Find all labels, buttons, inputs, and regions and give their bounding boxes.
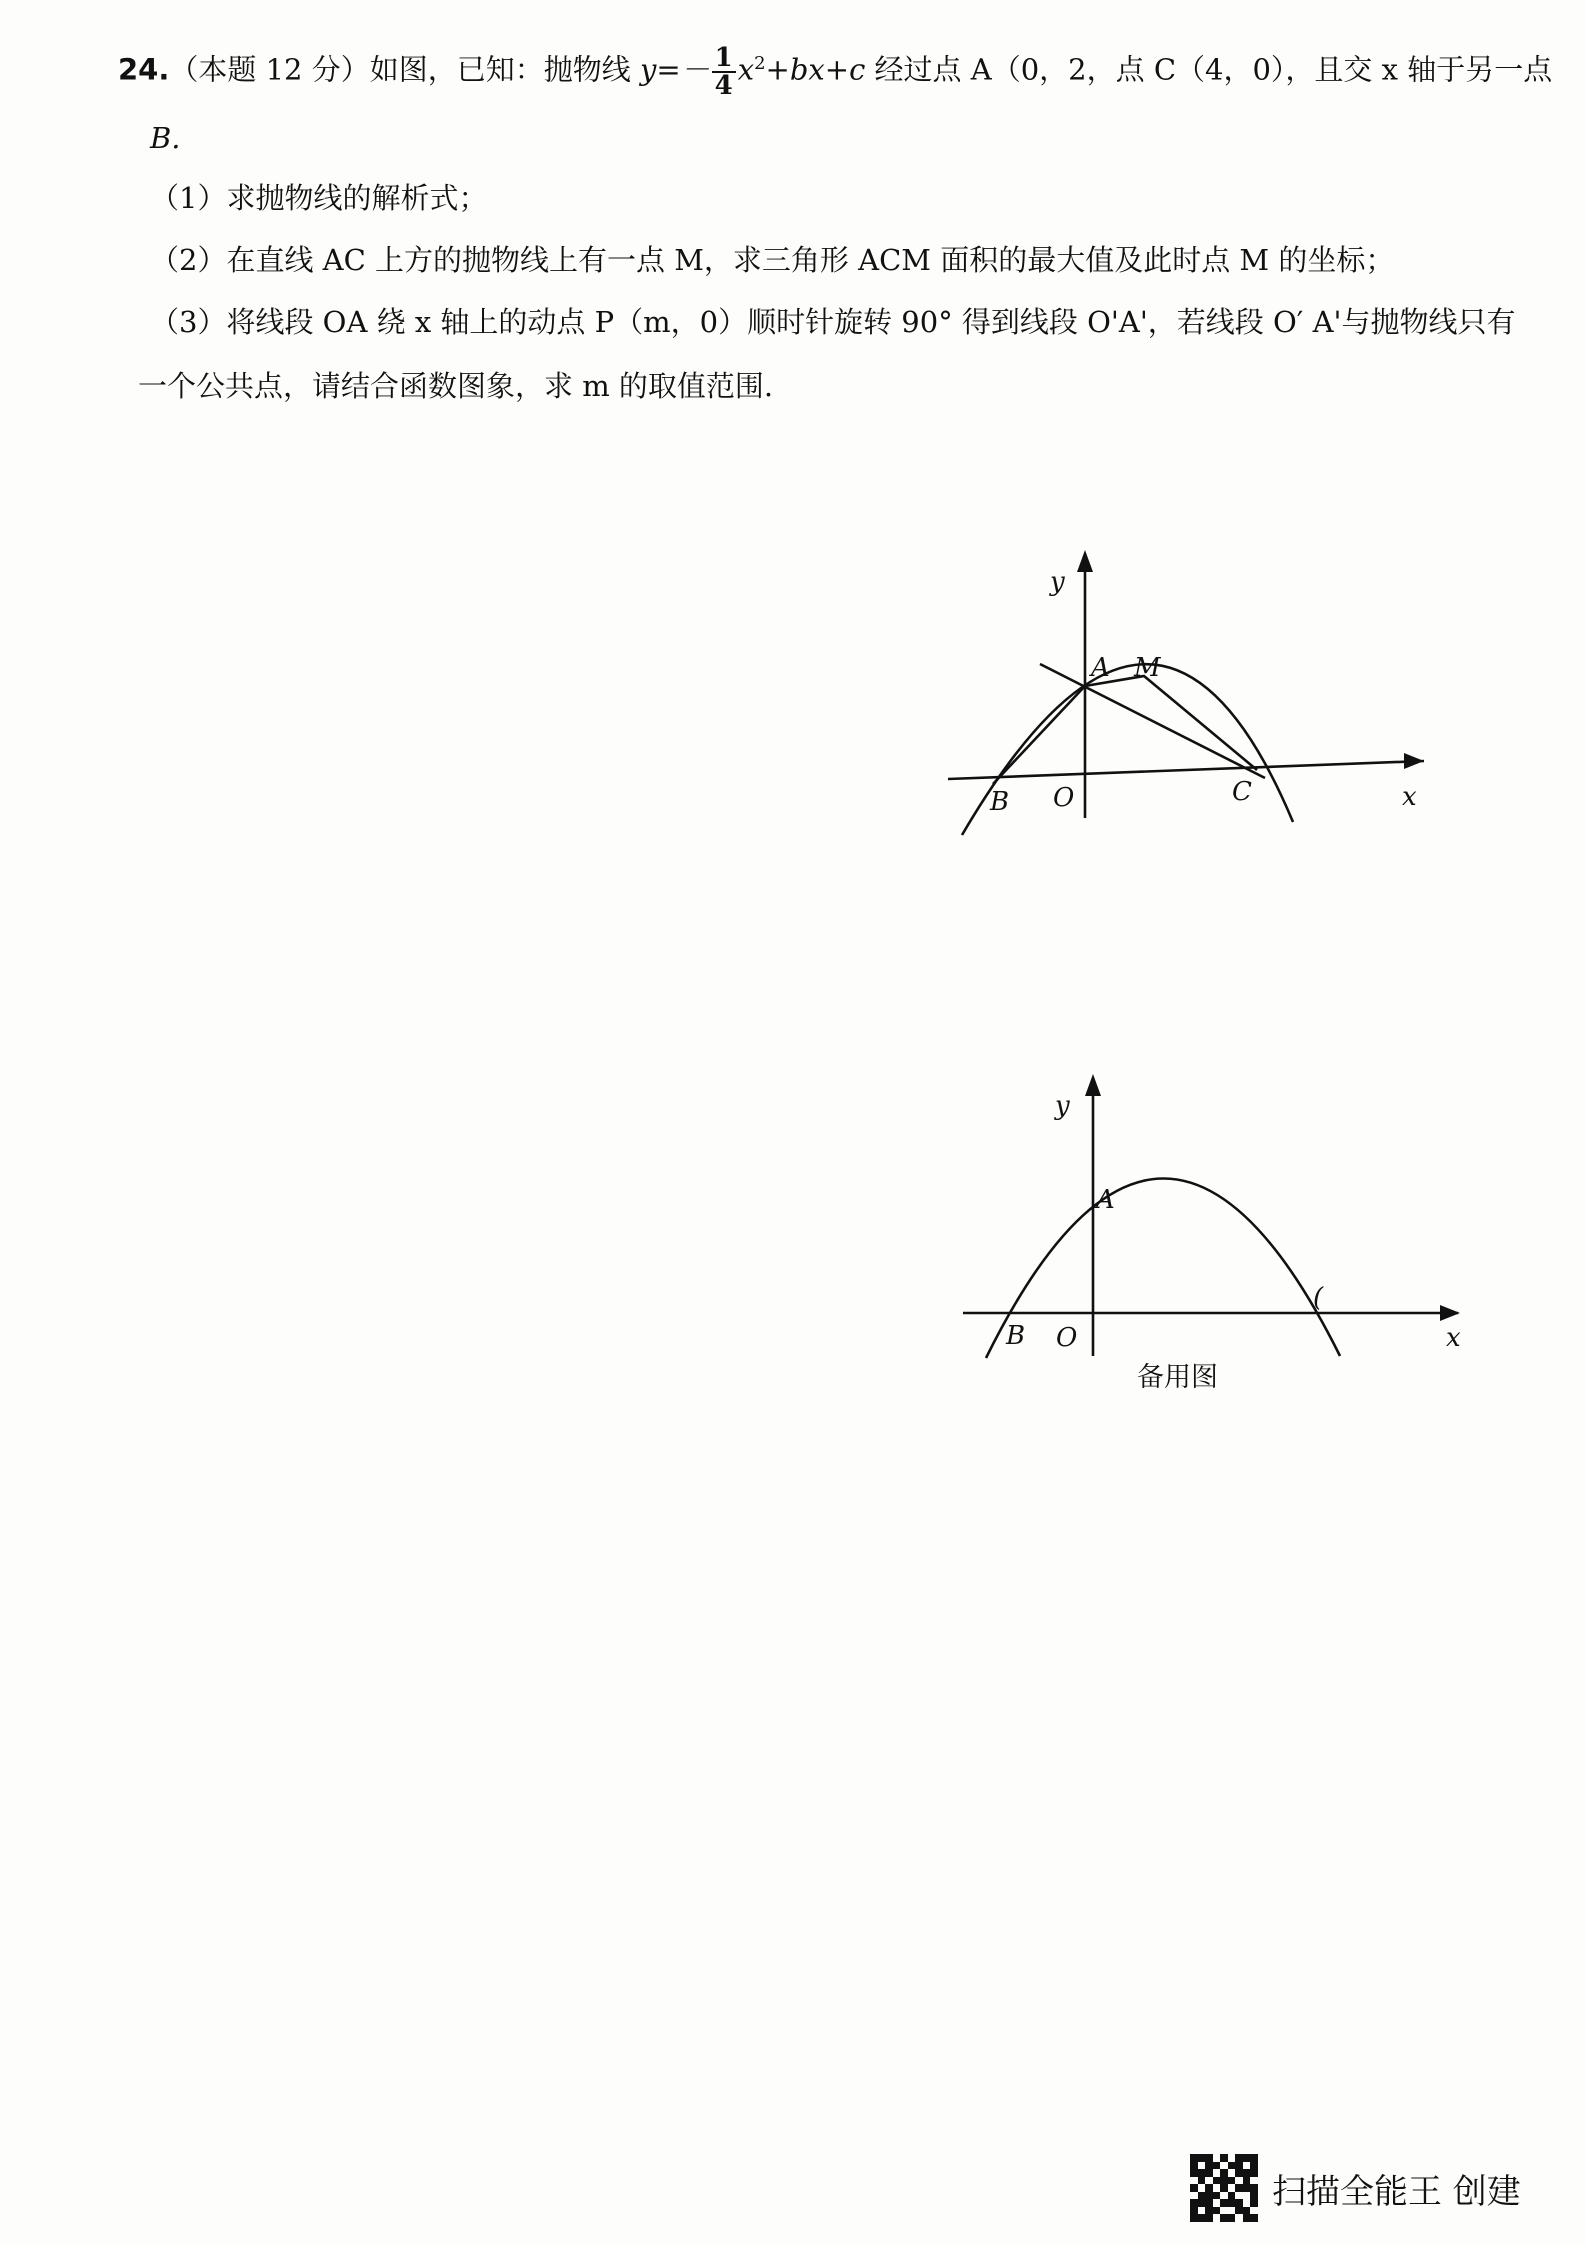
fig2-label-o: O	[1056, 1323, 1078, 1353]
fig2-label-b: B	[1006, 1321, 1026, 1351]
equation-rest: +bx+c	[765, 52, 866, 87]
fig1-label-y: y	[1050, 567, 1065, 597]
fig2-y-arrow	[1085, 1074, 1101, 1096]
fig2-caption: 备用图	[1137, 1362, 1218, 1393]
fig1-label-m: M	[1134, 653, 1161, 683]
part-3: （3）将线段 OA 绕 x 轴上的动点 P（m，0）顺时针旋转 90° 得到线段 O'A'，若线段 O′ A'与抛物线只有	[150, 305, 1516, 339]
fraction-denominator: 4	[714, 70, 733, 101]
question-passes: 经过点	[865, 52, 971, 87]
fig2-label-y: y	[1055, 1091, 1070, 1121]
equation-y: y=－	[639, 52, 710, 87]
fig2-x-arrow	[1440, 1305, 1460, 1321]
fig1-label-o: O	[1053, 783, 1075, 813]
question-points: A（0，2，点 C（4，0），且交 x 轴于另一点	[970, 52, 1553, 87]
fig1-label-a: A	[1091, 653, 1110, 683]
fig2-label-c: (	[1313, 1283, 1324, 1313]
point-b-text: B.	[150, 121, 181, 155]
fig2-label-x: x	[1446, 1323, 1461, 1353]
watermark-text: 扫描全能王 创建	[1272, 2171, 1521, 2212]
fig2-label-a: A	[1096, 1185, 1115, 1215]
question-score: （本题 12 分）	[169, 52, 370, 87]
equation-exponent: 2	[754, 53, 766, 74]
scanner-watermark	[1190, 2154, 1521, 2222]
question-number: 24.	[118, 52, 170, 87]
fig1-label-c: C	[1232, 777, 1252, 807]
part-2: （2）在直线 AC 上方的抛物线上有一点 M，求三角形 ACM 面积的最大值及此时点 M 的坐标；	[150, 243, 1395, 277]
fig2-parabola	[986, 1178, 1340, 1358]
fig1-label-x: x	[1402, 782, 1417, 812]
part-3-continued: 一个公共点，请结合函数图象，求 m 的取值范围.	[138, 369, 774, 403]
part-1: （1）求抛物线的解析式；	[150, 181, 488, 215]
question-intro: 如图，已知：抛物线	[369, 52, 631, 87]
equation-x: x	[737, 52, 755, 87]
fig1-label-b: B	[990, 787, 1010, 817]
qr-code-icon	[1190, 2154, 1258, 2222]
fraction-numerator: 1	[712, 45, 736, 73]
